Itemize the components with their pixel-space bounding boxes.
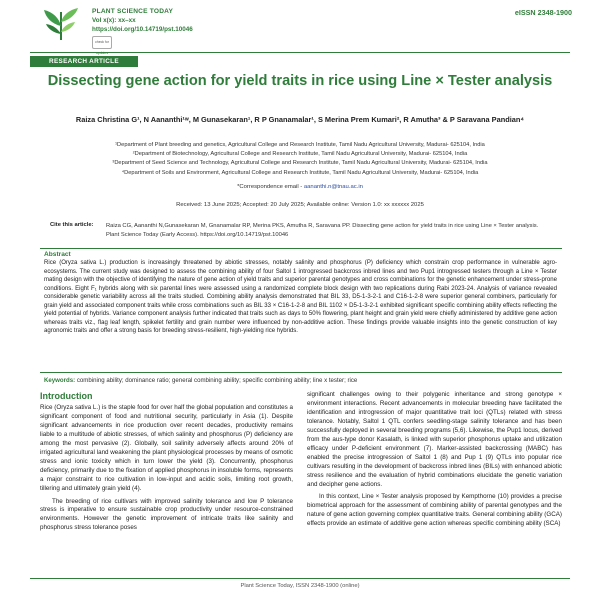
body-column-right bbox=[307, 391, 562, 529]
journal-name: PLANT SCIENCE TODAY bbox=[92, 8, 174, 15]
affiliation-3: ³Department of Seed Science and Technology, Agricultural College and Research Institute, Tamil Nadu Agricultural University, Madurai- 625104, India bbox=[112, 160, 488, 167]
citation-text: Raiza CG, Aananthi N,Gunasekaran M, Gnanamalar RP, Merina PKS, Amutha R, Saravana PP. Dissecting gene action for yield traits in rice using Line × Tester analysis. Plant Science Today (Early Access). https://doi.org/10.14719/pst.10046 bbox=[106, 223, 539, 238]
intro-paragraph-3: significant challenges owing to their polygenic inheritance and strong genotype × environment interactions. Recent advancements in molecular breeding have facilitated the identification and introgression of major quantitative trait loci (QTLs) related with stress tolerance. Notably, Saltol 1 QTL confers seedling-stage salinity tolerance and has been successfully deployed in several breeding programs (5,6). Likewise, the Pup1 locus, derived from the aus-type donor Kasalath, is linked with superior phosphorus uptake and utilization efficacy under P-deficient environment (7). Marker-assisted backcrossing (MABC) has enabled the precise introgression of Saltol 1 (8) and Pup 1 (9) QTLs into popular rice cultivars resulting in the development of backcross inbred lines (BILs) with enhanced abiotic stress resilience and the evaluation of hybrid combinations elucidate the genetic variation and decipher gene actions. bbox=[307, 391, 562, 488]
footer-text: Plant Science Today, ISSN 2348-1900 (online) bbox=[240, 583, 360, 589]
footer-rule bbox=[30, 578, 570, 579]
abstract-heading: Abstract bbox=[44, 251, 71, 258]
correspondence-email-link[interactable]: aananthi.n@tnau.ac.in bbox=[303, 184, 363, 190]
paper-title: Dissecting gene action for yield traits in rice using Line × Tester analysis bbox=[47, 73, 553, 89]
affiliation-2: ²Department of Biotechnology, Agricultural College and Research Institute, Tamil Nadu Agricultural University, Madurai- 625104, India bbox=[132, 151, 468, 158]
intro-paragraph-4: In this context, Line × Tester analysis proposed by Kempthorne (10) provides a precise biometrical approach for the assessment of combining ability of parental genotypes and the nature of gene action governing complex quantitative traits. General combining ability (GCA) effects provide an estimate of additive gene action whereas specific combining ability (SCA) bbox=[307, 493, 562, 528]
keywords-text: combining ability; dominance ratio; general combining ability; specific combining ability; line x tester; rice bbox=[75, 377, 358, 384]
journal-doi-link[interactable]: https://doi.org/10.14719/pst.10046 bbox=[92, 26, 193, 33]
journal-logo-icon bbox=[38, 6, 84, 44]
journal-volume: Vol x(x): xx–xx bbox=[92, 17, 136, 24]
check-for-updates-badge[interactable] bbox=[92, 36, 112, 49]
keywords-line bbox=[44, 377, 557, 384]
affiliations bbox=[30, 141, 570, 178]
correspondence-line bbox=[30, 184, 570, 190]
affiliation-1: ¹Department of Plant breeding and genetics, Agricultural College and Research Institute, Tamil Nadu Agricultural University, Madurai- 625104, India bbox=[115, 142, 485, 148]
eissn-label: eISSN 2348-1900 bbox=[514, 8, 572, 17]
article-type-badge: RESEARCH ARTICLE bbox=[30, 56, 138, 67]
author-list: Raiza Christina G¹, N Aananthi¹ʷ, M Gunasekaran¹, R P Gnanamalar¹, S Merina Prem Kumari², R Amutha³ & P Saravana Pandian⁴ bbox=[75, 115, 525, 124]
check-badge-label: check for bbox=[95, 40, 109, 44]
affiliation-4: ⁴Department of Soils and Environment, Agricultural College and Research Institute, Tamil Nadu Agricultural University, Madurai- 625104, India bbox=[121, 169, 479, 176]
header-rule bbox=[30, 52, 570, 53]
intro-paragraph-1: Rice (Oryza sativa L.) is the staple food for over half the global population and constitutes a significant component of food and nutritional security, particularly in Asia (1). Despite significant advancements in rice production over recent decades, productivity remains liable to a multitude of abiotic stresses, of which salinity and phosphorus (P) deficiency are among the most pervasive (2). Globally, soil salinity adversely affects around 20% of irrigated agricultural land weakening the plant physiological processes by means of osmotic stress and ionic toxicity which in turn lower the yield (3). Concurrently, phosphorus deficiency, primarily due to the fixation of applied phosphorus in insoluble forms, represents a major constraint to rice cultivation in low-input and acidic soils, limiting root growth, tillering and ultimately grain yield (4). bbox=[40, 404, 293, 492]
intro-paragraph-2: The breeding of rice cultivars with improved salinity tolerance and low P tolerance stress is imperative to ensure sustainable crop productivity under resource-constrained environments. However the genetic improvement of intricate traits like salinity and phosphorus stress tolerance poses bbox=[40, 497, 293, 532]
correspondence-label: *Correspondence email - bbox=[237, 184, 304, 190]
abstract-text: Rice (Oryza sativa L.) production is increasingly threatened by abiotic stresses, notably salinity and phosphorus (P) deficiency which constrain crop performance in vulnerable agro-ecosystems. The current study was designed to assess the combining ability of four Saltol 1 introgressed backcross inbred lines and two Pup1 introgressed testers through a Line × Tester mating design with the objective of identifying the nature of gene action of yield traits and superior parental genotypes and cross combinations for the genetic enhancement under stress-prone conditions. Eight F₁ hybrids along with six parental lines were assessed using a randomized complete block design with two replications during Rabi 2023-24. Analysis of variance revealed considerable genetic variability across all the traits studied. Combining ability analysis demonstrated that BIL 33, D5-1-3-2-1 and C16-1-2-8 were superior general combiners, particularly for grain yield and associated component traits while cross combinations such as BIL 33 × C16-1-2-8 and BIL 1102 × D5-1-3-2-1 exhibited significant specific combining ability effects reflecting the yield potential of hybrids. Variance component analysis further indicated that traits such as days to 50% flowering, plant height and grain yield were chiefly administered by additive gene action whereas traits viz., flag leaf length, spikelet fertility and grain number were influenced by non-additive action. These findings provide valuable insights into the genetic construction of key agronomic traits and offer a strong basis for breeding stress-resilient, high-yielding rice hybrids. bbox=[44, 260, 557, 335]
article-dates: Received: 13 June 2025; Accepted: 20 July 2025; Available online: Version 1.0: xx xxxxxx 2025 bbox=[176, 202, 424, 208]
body-column-left bbox=[40, 404, 293, 533]
cite-label: Cite this article: bbox=[50, 222, 94, 228]
keywords-label: Keywords: bbox=[44, 377, 76, 384]
introduction-heading: Introduction bbox=[40, 391, 93, 401]
